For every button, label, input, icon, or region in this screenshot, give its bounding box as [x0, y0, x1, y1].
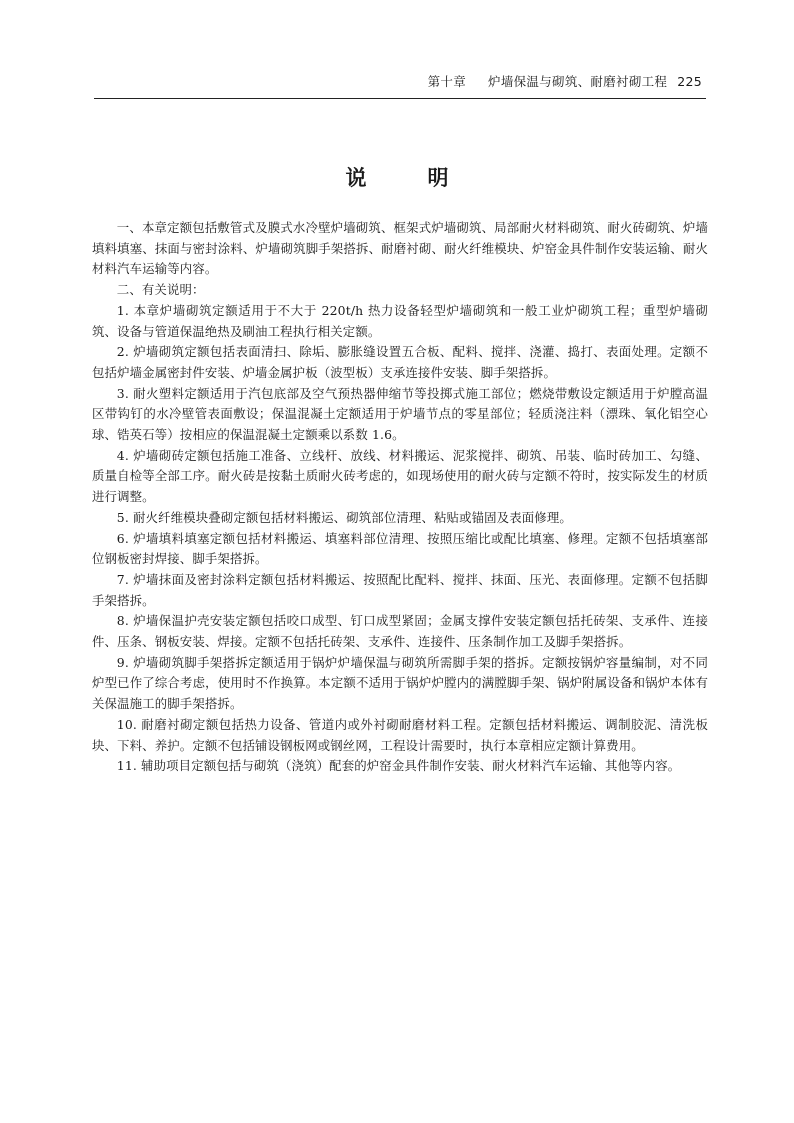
- paragraph-note-11: 11. 辅助项目定额包括与砌筑（浇筑）配套的炉窑金具件制作安装、耐火材料汽车运输、其他等内容。: [116, 758, 681, 774]
- paragraph-note-5: 5. 耐火纤维模块叠砌定额包括材料搬运、砌筑部位清理、粘贴或锚固及表面修理。: [116, 509, 572, 525]
- paragraph-note-3: 3. 耐火塑料定额适用于汽包底部及空气预热器伸缩节等投掷式施工部位；燃烧带敷设定额适用于炉膛高温区带钩钉的水冷壁管表面敷设；保温混凝土定额适用于炉墙节点的零星部位；轻质浇注料（漂珠、氧化铝空心球、锆英石等）按相应的保温混凝土定额乘以系数 1.6。: [92, 385, 708, 443]
- paragraph-notes-heading: 二、有关说明：: [116, 282, 205, 298]
- paragraph-note-6: 6. 炉墙填料填塞定额包括材料搬运、填塞料部位清理、按照压缩比或配比填塞、修理。定额不包括填塞部位钢板密封焊接、脚手架搭拆。: [92, 530, 708, 567]
- paragraph-note-4: 4. 炉墙砌砖定额包括施工准备、立线杆、放线、材料搬运、泥浆搅拌、砌筑、吊装、临时砖加工、勾缝、质量自检等全部工序。耐火砖是按黏土质耐火砖考虑的，如现场使用的耐火砖与定额不符时，按实际发生的材质进行调整。: [92, 447, 708, 505]
- section-title: 说 明: [345, 166, 469, 190]
- paragraph-note-2: 2. 炉墙砌筑定额包括表面清扫、除垢、膨胀缝设置五合板、配料、搅拌、浇灌、捣打、表面处理。定额不包括炉墙金属密封件安装、炉墙金属护板（波型板）支承连接件安装、脚手架搭拆。: [92, 344, 708, 380]
- paragraph-note-7: 7. 炉墙抹面及密封涂料定额包括材料搬运、按照配比配料、搅拌、抹面、压光、表面修理。定额不包括脚手架搭拆。: [92, 571, 708, 608]
- body-text: [92, 218, 708, 777]
- header-rule: [94, 98, 706, 99]
- paragraph-note-1: 1. 本章炉墙砌筑定额适用于不大于 220t/h 热力设备轻型炉墙砌筑和一般工业炉砌筑工程；重型炉墙砌筑、设备与管道保温绝热及刷油工程执行相关定额。: [92, 302, 708, 339]
- chapter-title: 炉墙保温与砌筑、耐磨衬砌工程: [488, 74, 668, 89]
- page-number: 225: [677, 74, 702, 89]
- paragraph-scope: 一、本章定额包括敷管式及膜式水冷壁炉墙砌筑、框架式炉墙砌筑、局部耐火材料砌筑、耐火砖砌筑、炉墙填料填塞、抹面与密封涂料、炉墙砌筑脚手架搭拆、耐磨衬砌、耐火纤维模块、炉窑金具件制作安装运输、耐火材料汽车运输等内容。: [92, 220, 708, 277]
- paragraph-note-8: 8. 炉墙保温护壳安装定额包括咬口成型、钉口成型紧固；金属支撑件安装定额包括托砖架、支承件、连接件、压条、钢板安装、焊接。定额不包括托砖架、支承件、连接件、压条制作加工及脚手架搭拆。: [92, 613, 708, 650]
- chapter-number: 第十章: [427, 74, 467, 89]
- paragraph-note-9: 9. 炉墙砌筑脚手架搭拆定额适用于锅炉炉墙保温与砌筑所需脚手架的搭拆。定额按锅炉容量编制，对不同炉型已作了综合考虑，使用时不作换算。本定额不适用于锅炉炉膛内的满膛脚手架、锅炉附属设备和锅炉本体有关保温施工的脚手架搭拆。: [92, 654, 708, 712]
- paragraph-note-10: 10. 耐磨衬砌定额包括热力设备、管道内或外衬砌耐磨材料工程。定额包括材料搬运、调制胶泥、清洗板块、下料、养护。定额不包括铺设钢板网或钢丝网，工程设计需要时，执行本章相应定额计算费用。: [92, 716, 708, 753]
- running-header: [428, 74, 702, 90]
